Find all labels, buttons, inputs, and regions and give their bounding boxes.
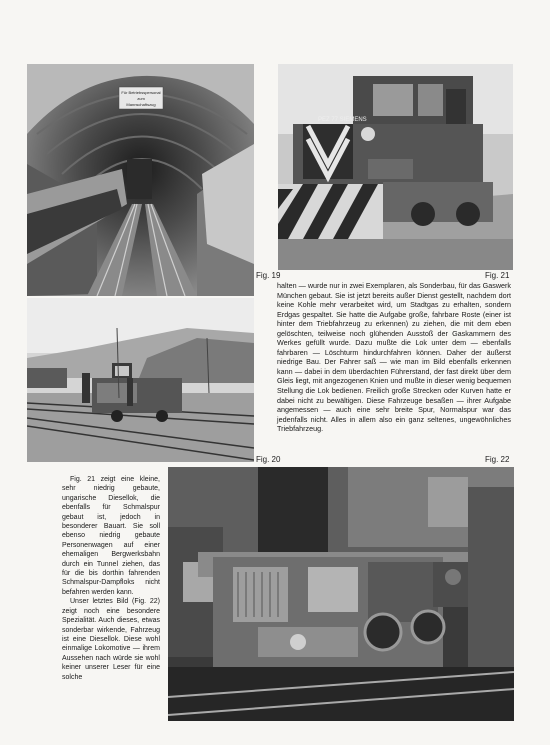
tunnel-sign-line1: Für Betriebsspersonal: [121, 90, 161, 95]
tunnel-sign-line3: Mannschaftszug: [126, 102, 156, 107]
photo-diesel-loco-front: [278, 64, 513, 270]
tunnel-sign-line2: zum: [137, 96, 145, 101]
loco-plate-text: PEZ 77 SIEMENS: [318, 117, 367, 123]
article-left-paragraph-2: Unser letztes Bild (Fig. 22) zeigt noch eine besondere Spezialität. Auch dieses, etwas sonderbar wirkende, Fahrzeug ist eine Diesellok. Diese wohl einmalige Lokomotive — ihrem Aussehen nach würde sie wohl keiner unserer Leser für eine solche: [62, 598, 160, 681]
caption-fig-19: Fig. 19: [256, 271, 281, 280]
photo-shunting-loco-yard: [27, 298, 254, 462]
article-left-paragraph-1: Fig. 21 zeigt eine kleine, sehr niedrig gebaute, ungarische Diesellok, die ebenfalls für Schmalspur gebaut ist, jedoch in besonderer Bauart. Sie soll ebenso niedrig gebaute Personenwagen auf einer ehemaligen Bergwerksbahn durch ein Tunnel ziehen, das für die bis dorthin fahrenden Schmalspur-Dampfloks nicht befahren werden kann.: [62, 476, 160, 596]
article-right-paragraph: halten — wurde nur in zwei Exemplaren, als Sonderbau, für das Gaswerk München gebaut. Sie ist jetzt bereits außer Dienst gestellt, nachdem dort keine Kohle mehr verarbeitet wird, um Stadtgas zu erhalten, sondern Erdgas gespaltet. Sie hatte die Aufgabe große, fahrbare Roste (einer ist hinter dem Triebfahrzeug zu erkennen) zu ziehen, die mit dem eben gelöschten, teilweise noch glühenden Ausstoß der Gaskammern des Werkes gefüllt wurde. Dazu mußte die Lok unter dem — ebenfalls fahrbaren — Löschturm hindurchfahren können. Daher der äußerst niedrige Bau. Der Fahrer saß — wie man im Bild ebenfalls erkennen kann — dabei in dem überdachten Führerstand, der fast direkt über dem Gleis liegt, mit angezogenen Knien und mußte in dieser wenig bequemen Stellung die Lok bedienen. Freilich große Strecken oder Kurven hatte er dabei nicht zu bewältigen. Diese Fahrzeuge besaßen — ihrer Aufgabe angemessen — auch eine sehr breite Spur, Normalspur war das jedenfalls nicht. Alles in allem also ein ganz seltenes, ungewöhnliches Triebfahrzeug.: [277, 281, 511, 434]
article-left-column: [62, 475, 160, 682]
caption-fig-20: Fig. 20: [256, 455, 281, 464]
article-right-column: [277, 281, 511, 434]
photo-mine-tunnel: [27, 64, 254, 296]
caption-fig-22: Fig. 22: [485, 455, 510, 464]
photo-gaswerk-loco: [168, 467, 514, 721]
caption-fig-21: Fig. 21: [485, 271, 510, 280]
